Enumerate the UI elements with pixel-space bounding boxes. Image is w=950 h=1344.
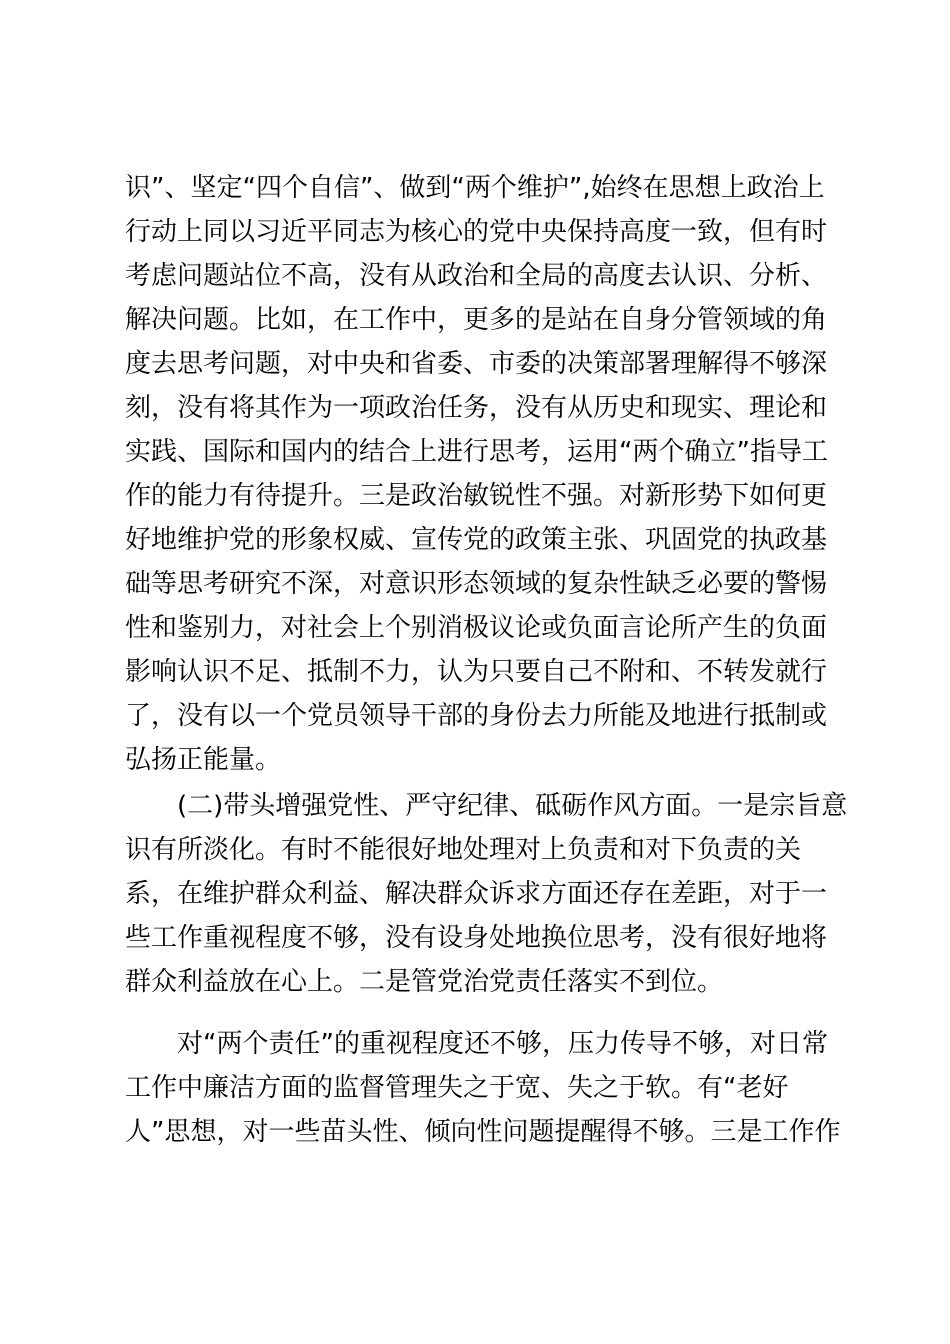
text-line: 些工作重视程度不够，没有设身处地换位思考，没有很好地将 bbox=[125, 923, 828, 953]
paragraph-start-line: (二)带头增强党性、严守纪律、砥砺作风方面。一是宗旨意 bbox=[177, 791, 848, 821]
text-line: 人”思想，对一些苗头性、倾向性问题提醒得不够。三是工作作 bbox=[125, 1117, 841, 1147]
text-line: 系，在维护群众利益、解决群众诉求方面还存在差距，对于一 bbox=[125, 879, 828, 909]
text-line: 础等思考研究不深，对意识形态领域的复杂性缺乏必要的警惕 bbox=[125, 569, 828, 599]
text-line: 性和鉴别力，对社会上个别消极议论或负面言论所产生的负面 bbox=[125, 613, 828, 643]
text-line: 好地维护党的形象权威、宣传党的政策主张、巩固党的执政基 bbox=[125, 525, 828, 555]
text-line: 识有所淡化。有时不能很好地处理对上负责和对下负责的关 bbox=[125, 835, 802, 865]
paragraph-start-line: 对“两个责任”的重视程度还不够，压力传导不够，对日常 bbox=[177, 1029, 828, 1059]
text-line: 作的能力有待提升。三是政治敏锐性不强。对新形势下如何更 bbox=[125, 481, 828, 511]
text-line: 实践、国际和国内的结合上进行思考，运用“两个确立”指导工 bbox=[125, 437, 828, 467]
text-line: 群众利益放在心上。二是管党治党责任落实不到位。 bbox=[125, 967, 724, 997]
text-line: 解决问题。比如，在工作中，更多的是站在自身分管领域的角 bbox=[125, 305, 828, 335]
text-line: 刻，没有将其作为一项政治任务，没有从历史和现实、理论和 bbox=[125, 393, 828, 423]
text-line: 影响认识不足、抵制不力，认为只要自己不附和、不转发就行 bbox=[125, 657, 828, 687]
text-line: 了，没有以一个党员领导干部的身份去力所能及地进行抵制或 bbox=[125, 701, 828, 731]
text-line: 考虑问题站位不高，没有从政治和全局的高度去认识、分析、 bbox=[125, 261, 828, 291]
text-line: 工作中廉洁方面的监督管理失之于宽、失之于软。有“老好 bbox=[125, 1073, 789, 1103]
text-line: 识”、坚定“四个自信”、做到“两个维护”,始终在思想上政治上 bbox=[125, 173, 825, 203]
text-line: 行动上同以习近平同志为核心的党中央保持高度一致，但有时 bbox=[125, 217, 828, 247]
text-line: 弘扬正能量。 bbox=[125, 745, 282, 775]
text-line: 度去思考问题，对中央和省委、市委的决策部署理解得不够深 bbox=[125, 349, 828, 379]
